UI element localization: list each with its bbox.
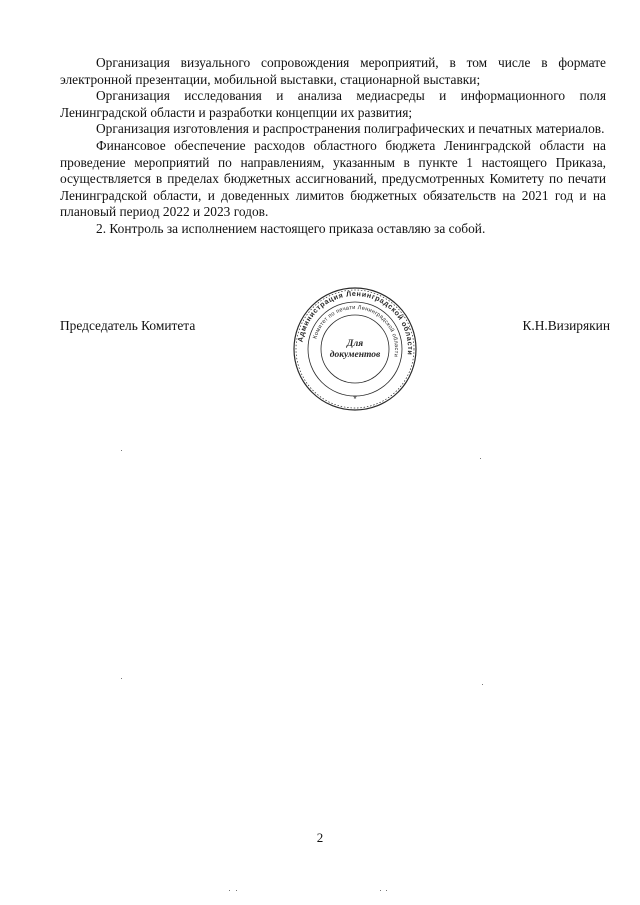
- paragraph-financing: Финансовое обеспечение расходов областного бюджета Ленинградской области на проведение мероприятий по направлениям, указанным в пункте 1 настоящего Приказа, осуществляется в пределах бюджетных ассигнований, предусмотренных Комитету по печати Ленинградской области, и доведенных лимитов бюджетных обязательств на 2021 год и на плановый период 2022 и 2023 годов.: [60, 137, 606, 220]
- scan-speck: [121, 450, 122, 451]
- document-body: [60, 55, 606, 238]
- scan-speck: [380, 890, 381, 891]
- stamp-inner-ring: [321, 315, 389, 383]
- stamp-center-line1: Для: [346, 339, 364, 349]
- signatory-name: К.Н.Визирякин: [522, 318, 610, 333]
- stamp-star-icon: *: [353, 394, 357, 404]
- scan-speck: [229, 890, 230, 891]
- official-stamp: [292, 286, 418, 412]
- stamp-outer-text: Администрация Ленинградской области: [295, 288, 416, 356]
- paragraph-control: 2. Контроль за исполнением настоящего приказа оставляю за собой.: [96, 220, 486, 236]
- scan-speck: [480, 458, 481, 459]
- stamp-middle-ring: [308, 302, 402, 396]
- paragraph-media-research: Организация исследования и анализа медиасреды и информационного поля Ленинградской области и разработки концепции их развития;: [60, 88, 606, 120]
- scan-speck: [386, 890, 387, 891]
- scan-speck: [236, 890, 237, 891]
- stamp-inner-text: Комитет по печати Ленинградской области: [312, 304, 400, 358]
- signatory-title: Председатель Комитета: [60, 318, 196, 333]
- scan-speck: [482, 684, 483, 685]
- stamp-center-line2: документов: [329, 350, 381, 360]
- page-number: 2: [316, 830, 324, 845]
- paragraph-print-materials: Организация изготовления и распространения полиграфических и печатных материалов.: [96, 121, 605, 137]
- paragraph-visual-support: Организация визуального сопровождения мероприятий, в том числе в формате электронной презентации, мобильной выставки, стационарной выставки;: [60, 55, 606, 87]
- scan-speck: [121, 678, 122, 679]
